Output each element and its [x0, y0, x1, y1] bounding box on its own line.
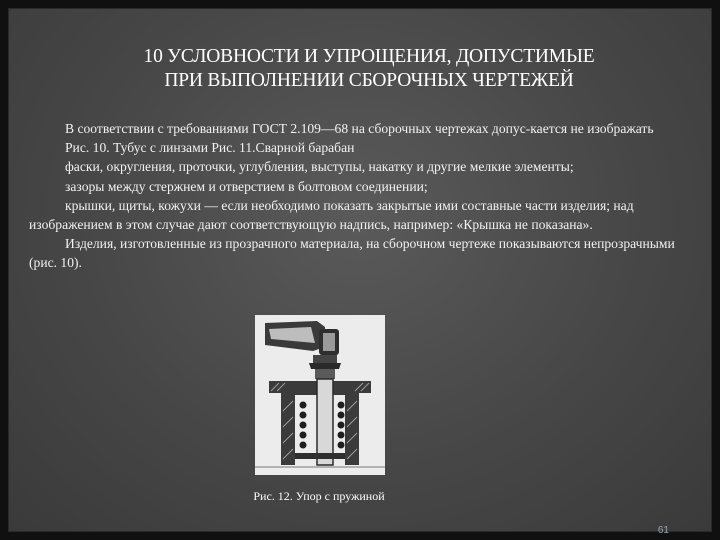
paragraph-gaps: зазоры между стержнем и отверстием в болтовом соединении;: [65, 178, 428, 194]
paragraph-covers: крышки, щиты, кожухи — если необходимо показать закрытые ими составные части изделия; над изображением в этом случае дают соответствующую надпись, например: «Крышка не показана».: [29, 197, 634, 233]
paragraph-intro: В соответствии с требованиями ГОСТ 2.109—68 на сборочных чертежах допус-кается не изображать: [65, 121, 654, 136]
paragraph-transparent: Изделия, изготовленные из прозрачного материала, на сборочном чертеже показываются непрозрачными (рис. 10).: [29, 236, 675, 271]
page-number: 61: [657, 525, 669, 536]
slide: [8, 8, 712, 536]
figure-stop-with-spring: [255, 315, 385, 475]
paragraph-figure-refs: Рис. 10. Тубус с линзами Рис. 11.Сварной барабан: [65, 140, 355, 156]
body-text: [29, 119, 699, 273]
technical-drawing-image: [255, 315, 385, 475]
paragraph-chamfers: фаски, округления, проточки, углубления, выступы, накатку и другие мелкие элементы;: [65, 159, 574, 175]
figure-caption: Рис. 12. Упор с пружиной: [253, 489, 385, 503]
title-line-1: 10 УСЛОВНОСТИ И УПРОЩЕНИЯ, ДОПУСТИМЫЕ: [143, 46, 595, 67]
slide-title: [49, 45, 689, 93]
title-line-2: ПРИ ВЫПОЛНЕНИИ СБОРОЧНЫХ ЧЕРТЕЖЕЙ: [164, 70, 574, 91]
